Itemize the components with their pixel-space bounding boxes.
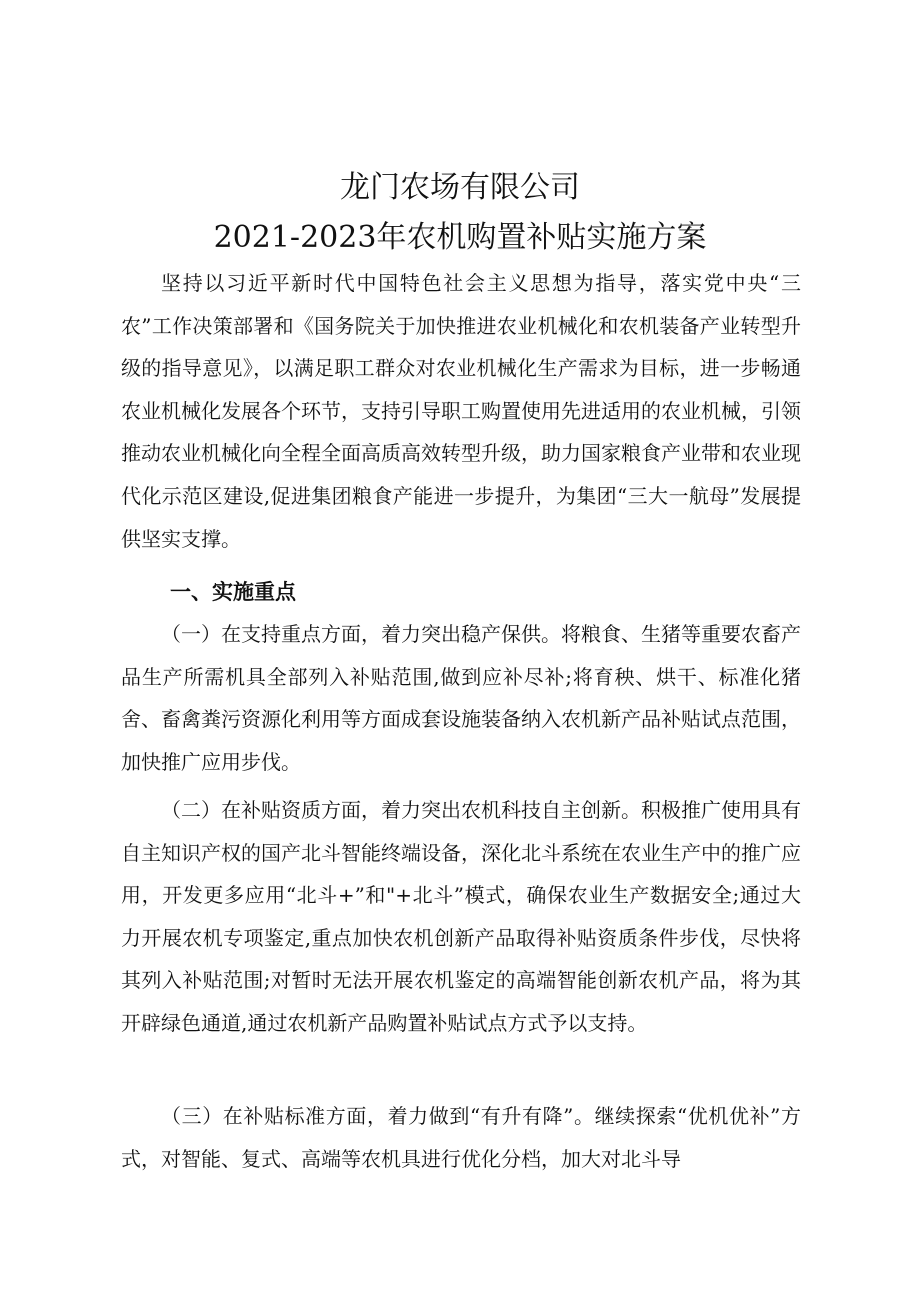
intro-paragraph: 坚持以习近平新时代中国特色社会主义思想为指导，落实党中央“三农”工作决策部署和《国务院关于加快推进农业机械化和农机装备产业转型升级的指导意见》，以满足职工群众对农业机械化生产需求为目标，进一步畅通农业机械化发展各个环节，支持引导职工购置使用先进适用的农业机械，引领推动农业机械化向全程全面高质高效转型升级，助力国家粮食产业带和农业现代化示范区建设,促进集团粮食产能进一步提升，为集团“三大一航母”发展提供坚实支撑。 [121,271,801,551]
document-title-company: 龙门农场有限公司 [340,170,580,205]
section-heading-implementation-focus: 一、实施重点 [170,580,296,604]
document-title-plan: 2021-2023年农机购置补贴实施方案 [213,220,707,255]
section-item-subsidy-qualification: （二）在补贴资质方面，着力突出农机科技自主创新。积极推广使用具有自主知识产权的国产北斗智能终端设备，深化北斗系统在农业生产中的推广应用，开发更多应用“北斗+”和"+北斗”模式，确保农业生产数据安全;通过大力开展农机专项鉴定,重点加快农机创新产品取得补贴资质条件步伐，尽快将其列入补贴范围;对暂时无法开展农机鉴定的高端智能创新农机产品，将为其开辟绿色通道,通过农机新产品购置补贴试点方式予以支持。 [121,798,801,1035]
section-item-support-focus: （一）在支持重点方面，着力突出稳产保供。将粮食、生猪等重要农畜产品生产所需机具全部列入补贴范围,做到应补尽补;将育秧、烘干、标准化猪舍、畜禽粪污资源化利用等方面成套设施装备纳入农机新产品补贴试点范围，加快推广应用步伐。 [121,622,801,774]
section-item-subsidy-standard: （三）在补贴标准方面，着力做到“有升有降”。继续探索“优机优补”方式，对智能、复式、高端等农机具进行优化分档，加大对北斗导 [121,1104,801,1171]
